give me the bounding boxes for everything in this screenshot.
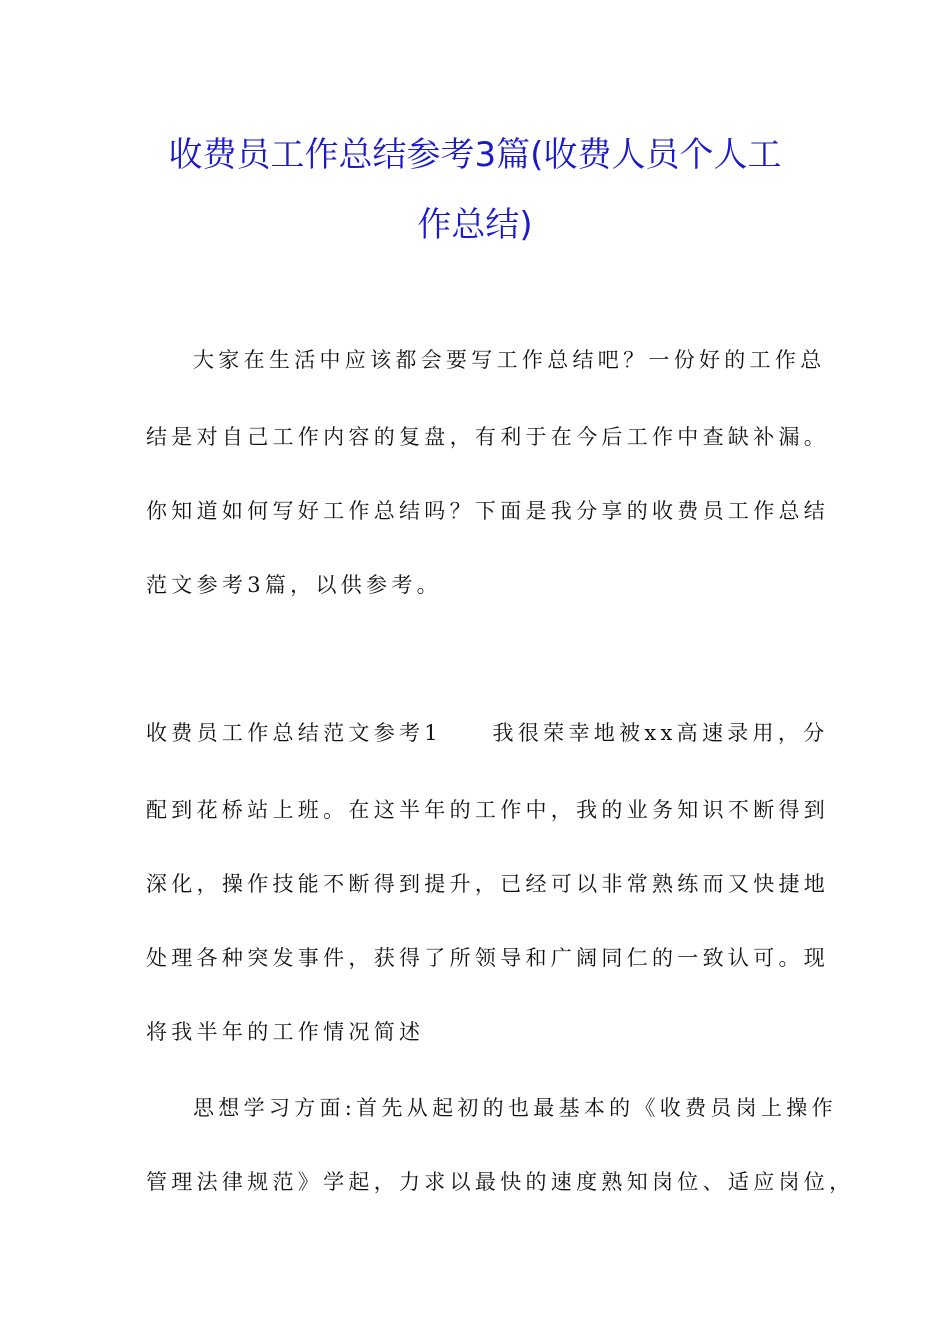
text-line: 大家在生活中应该都会要写工作总结吧？一份好的工作总	[193, 348, 826, 372]
text-line: 结是对自己工作内容的复盘，有利于在今后工作中查缺补漏。	[146, 425, 830, 449]
text-line: 范文参考3篇，以供参考。	[146, 573, 442, 597]
document-title-line-1: 收费员工作总结参考3篇(收费人员个人工	[168, 135, 782, 175]
text-line: 深化，操作技能不断得到提升，已经可以非常熟练而又快捷地	[146, 872, 830, 896]
text-line: 配到花桥站上班。在这半年的工作中，我的业务知识不断得到	[146, 798, 830, 822]
text-line: 管理法律规范》学起，力求以最快的速度熟知岗位、适应岗位，	[146, 1170, 855, 1194]
text-line: 你知道如何写好工作总结吗？下面是我分享的收费员工作总结	[146, 499, 830, 523]
text-line: 思想学习方面:首先从起初的也最基本的《收费员岗上操作	[193, 1096, 837, 1120]
text-line: 将我半年的工作情况简述	[146, 1020, 425, 1044]
document-title-line-2: 作总结)	[417, 205, 533, 245]
text-line: 处理各种突发事件，获得了所领导和广阔同仁的一致认可。现	[146, 946, 830, 970]
text-line: 收费员工作总结范文参考1 我很荣幸地被xx高速录用，分	[146, 721, 829, 745]
